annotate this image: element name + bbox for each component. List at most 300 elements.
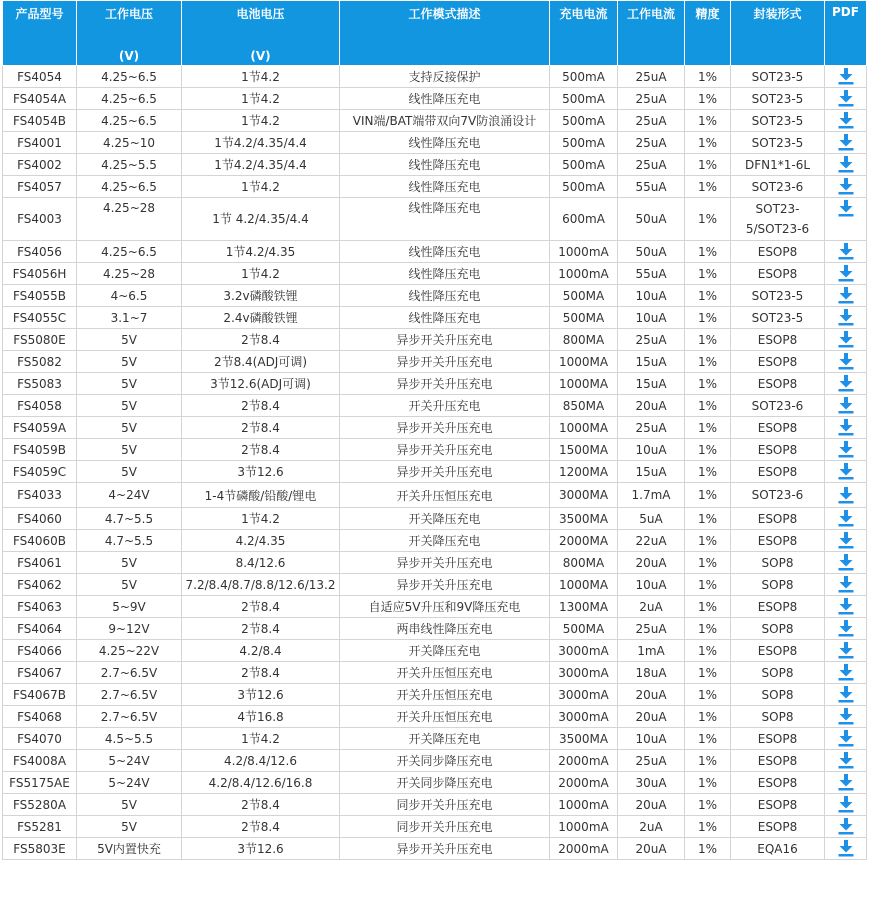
cell-model: FS4060 bbox=[3, 508, 77, 530]
cell-battery-voltage: 2节8.4 bbox=[182, 596, 340, 618]
cell-working-current: 15uA bbox=[618, 461, 685, 483]
cell-package: SOP8 bbox=[731, 706, 825, 728]
cell-working-voltage: 4.5~5.5 bbox=[77, 728, 182, 750]
cell-accuracy: 1% bbox=[685, 329, 731, 351]
cell-accuracy: 1% bbox=[685, 772, 731, 794]
cell-package: SOT23-5 bbox=[731, 66, 825, 88]
cell-package: SOT23-5 bbox=[731, 307, 825, 329]
cell-mode-description: 开关升压恒压充电 bbox=[340, 483, 550, 508]
charger-product-table bbox=[2, 0, 867, 860]
cell-charge-current: 500mA bbox=[550, 88, 618, 110]
cell-mode-description: 异步开关升压充电 bbox=[340, 461, 550, 483]
cell-charge-current: 800MA bbox=[550, 552, 618, 574]
cell-battery-voltage: 3节12.6 bbox=[182, 838, 340, 860]
cell-mode-description: 线性降压充电 bbox=[340, 285, 550, 307]
cell-package: ESOP8 bbox=[731, 329, 825, 351]
cell-charge-current: 1000mA bbox=[550, 263, 618, 285]
cell-package: ESOP8 bbox=[731, 530, 825, 552]
cell-charge-current: 500MA bbox=[550, 307, 618, 329]
cell-model: FS4008A bbox=[3, 750, 77, 772]
table-row bbox=[3, 618, 867, 640]
cell-working-voltage: 4.25~6.5 bbox=[77, 176, 182, 198]
table-row bbox=[3, 198, 867, 241]
cell-working-current: 20uA bbox=[618, 395, 685, 417]
cell-accuracy: 1% bbox=[685, 373, 731, 395]
cell-battery-voltage: 1节4.2/4.35 bbox=[182, 241, 340, 263]
cell-pdf bbox=[825, 794, 867, 816]
cell-package: SOT23-5 bbox=[731, 132, 825, 154]
download-arrow-icon[interactable] bbox=[838, 752, 854, 769]
cell-mode-description: 开关升压充电 bbox=[340, 395, 550, 417]
cell-accuracy: 1% bbox=[685, 596, 731, 618]
cell-charge-current: 1000mA bbox=[550, 794, 618, 816]
header-package bbox=[731, 1, 825, 66]
cell-accuracy: 1% bbox=[685, 552, 731, 574]
cell-package: ESOP8 bbox=[731, 417, 825, 439]
cell-working-current: 25uA bbox=[618, 329, 685, 351]
cell-mode-description: 异步开关升压充电 bbox=[340, 552, 550, 574]
cell-package: SOP8 bbox=[731, 552, 825, 574]
table-row bbox=[3, 461, 867, 483]
cell-model: FS4060B bbox=[3, 530, 77, 552]
cell-mode-description: 两串线性降压充电 bbox=[340, 618, 550, 640]
cell-working-voltage: 5V bbox=[77, 552, 182, 574]
download-arrow-icon[interactable] bbox=[838, 463, 854, 480]
cell-working-voltage: 5V bbox=[77, 395, 182, 417]
cell-pdf bbox=[825, 110, 867, 132]
table-row bbox=[3, 88, 867, 110]
header-working-voltage bbox=[77, 1, 182, 66]
cell-accuracy: 1% bbox=[685, 395, 731, 417]
download-arrow-icon[interactable] bbox=[838, 287, 854, 304]
cell-working-current: 10uA bbox=[618, 439, 685, 461]
cell-battery-voltage: 2节8.4 bbox=[182, 395, 340, 417]
cell-battery-voltage: 2节8.4(ADJ可调) bbox=[182, 351, 340, 373]
cell-working-current: 50uA bbox=[618, 198, 685, 241]
cell-model: FS4059A bbox=[3, 417, 77, 439]
cell-model: FS4068 bbox=[3, 706, 77, 728]
cell-model: FS4067 bbox=[3, 662, 77, 684]
cell-battery-voltage: 7.2/8.4/8.7/8.8/12.6/13.2 bbox=[182, 574, 340, 596]
cell-working-voltage: 4.25~6.5 bbox=[77, 241, 182, 263]
cell-pdf bbox=[825, 351, 867, 373]
cell-model: FS4059C bbox=[3, 461, 77, 483]
header-pdf bbox=[825, 1, 867, 66]
cell-mode-description: 异步开关升压充电 bbox=[340, 417, 550, 439]
cell-battery-voltage: 1节 4.2/4.35/4.4 bbox=[182, 198, 340, 241]
header-unit: (V) bbox=[118, 49, 140, 63]
cell-package: ESOP8 bbox=[731, 728, 825, 750]
cell-pdf bbox=[825, 750, 867, 772]
table-row bbox=[3, 706, 867, 728]
header-label: PDF bbox=[832, 5, 859, 19]
cell-working-current: 55uA bbox=[618, 263, 685, 285]
cell-mode-description: 线性降压充电 bbox=[340, 241, 550, 263]
cell-working-voltage: 4.25~28 bbox=[77, 263, 182, 285]
cell-package: ESOP8 bbox=[731, 461, 825, 483]
cell-package: DFN1*1-6L bbox=[731, 154, 825, 176]
cell-working-voltage: 5~9V bbox=[77, 596, 182, 618]
cell-charge-current: 1000mA bbox=[550, 816, 618, 838]
cell-model: FS4055B bbox=[3, 285, 77, 307]
cell-battery-voltage: 4节16.8 bbox=[182, 706, 340, 728]
header-label: 工作电压 bbox=[104, 7, 153, 21]
cell-mode-description: 异步开关升压充电 bbox=[340, 329, 550, 351]
download-arrow-icon[interactable] bbox=[838, 642, 854, 659]
download-arrow-icon[interactable] bbox=[838, 441, 854, 458]
product-table-container bbox=[2, 0, 866, 860]
download-arrow-icon[interactable] bbox=[838, 112, 854, 129]
cell-battery-voltage: 1节4.2 bbox=[182, 263, 340, 285]
download-arrow-icon[interactable] bbox=[838, 818, 854, 835]
cell-working-current: 10uA bbox=[618, 285, 685, 307]
cell-pdf bbox=[825, 640, 867, 662]
download-arrow-icon[interactable] bbox=[838, 353, 854, 370]
cell-charge-current: 2000mA bbox=[550, 750, 618, 772]
cell-model: FS5803E bbox=[3, 838, 77, 860]
cell-mode-description: 线性降压充电 bbox=[340, 176, 550, 198]
cell-working-current: 20uA bbox=[618, 552, 685, 574]
cell-charge-current: 600mA bbox=[550, 198, 618, 241]
cell-pdf bbox=[825, 461, 867, 483]
cell-charge-current: 1000MA bbox=[550, 351, 618, 373]
cell-package: SOT23-5 bbox=[731, 285, 825, 307]
table-row bbox=[3, 307, 867, 329]
table-row bbox=[3, 439, 867, 461]
download-arrow-icon[interactable] bbox=[838, 796, 854, 813]
table-row bbox=[3, 816, 867, 838]
cell-battery-voltage: 1节4.2 bbox=[182, 110, 340, 132]
cell-working-voltage: 4~6.5 bbox=[77, 285, 182, 307]
cell-package: ESOP8 bbox=[731, 263, 825, 285]
cell-model: FS5083 bbox=[3, 373, 77, 395]
cell-package: ESOP8 bbox=[731, 351, 825, 373]
cell-working-voltage: 4~24V bbox=[77, 483, 182, 508]
cell-package: SOP8 bbox=[731, 662, 825, 684]
cell-package: SOP8 bbox=[731, 618, 825, 640]
cell-accuracy: 1% bbox=[685, 88, 731, 110]
cell-mode-description: 线性降压充电 bbox=[340, 88, 550, 110]
cell-battery-voltage: 8.4/12.6 bbox=[182, 552, 340, 574]
cell-working-current: 15uA bbox=[618, 373, 685, 395]
cell-accuracy: 1% bbox=[685, 263, 731, 285]
cell-working-current: 15uA bbox=[618, 351, 685, 373]
cell-battery-voltage: 1节4.2 bbox=[182, 176, 340, 198]
cell-charge-current: 1000MA bbox=[550, 373, 618, 395]
cell-accuracy: 1% bbox=[685, 574, 731, 596]
download-arrow-icon[interactable] bbox=[838, 620, 854, 637]
cell-mode-description: VIN端/BAT端带双向7V防浪涌设计 bbox=[340, 110, 550, 132]
table-row bbox=[3, 530, 867, 552]
cell-battery-voltage: 1-4节磷酸/铅酸/锂电 bbox=[182, 483, 340, 508]
cell-working-voltage: 5V内置快充 bbox=[77, 838, 182, 860]
table-row bbox=[3, 176, 867, 198]
cell-battery-voltage: 3节12.6 bbox=[182, 684, 340, 706]
cell-pdf bbox=[825, 263, 867, 285]
cell-mode-description: 线性降压充电 bbox=[340, 263, 550, 285]
cell-pdf bbox=[825, 530, 867, 552]
cell-mode-description: 异步开关升压充电 bbox=[340, 373, 550, 395]
cell-accuracy: 1% bbox=[685, 154, 731, 176]
cell-battery-voltage: 3节12.6(ADJ可调) bbox=[182, 373, 340, 395]
download-arrow-icon[interactable] bbox=[838, 840, 854, 857]
table-row bbox=[3, 132, 867, 154]
table-row bbox=[3, 285, 867, 307]
cell-battery-voltage: 1节4.2/4.35/4.4 bbox=[182, 132, 340, 154]
cell-pdf bbox=[825, 816, 867, 838]
cell-battery-voltage: 4.2/8.4 bbox=[182, 640, 340, 662]
cell-model: FS5280A bbox=[3, 794, 77, 816]
cell-working-voltage: 4.25~28 bbox=[77, 198, 182, 241]
cell-mode-description: 开关升压恒压充电 bbox=[340, 684, 550, 706]
header-label: 精度 bbox=[695, 7, 720, 21]
download-arrow-icon[interactable] bbox=[838, 576, 854, 593]
cell-model: FS5281 bbox=[3, 816, 77, 838]
cell-mode-description: 异步开关升压充电 bbox=[340, 439, 550, 461]
header-label: 封装形式 bbox=[753, 7, 802, 21]
cell-working-voltage: 4.25~22V bbox=[77, 640, 182, 662]
cell-battery-voltage: 1节4.2 bbox=[182, 66, 340, 88]
download-arrow-icon[interactable] bbox=[838, 730, 854, 747]
cell-mode-description: 同步开关升压充电 bbox=[340, 816, 550, 838]
cell-pdf bbox=[825, 285, 867, 307]
cell-charge-current: 2000MA bbox=[550, 530, 618, 552]
cell-model: FS5082 bbox=[3, 351, 77, 373]
cell-charge-current: 3000mA bbox=[550, 662, 618, 684]
table-row bbox=[3, 329, 867, 351]
cell-accuracy: 1% bbox=[685, 351, 731, 373]
cell-model: FS4061 bbox=[3, 552, 77, 574]
cell-charge-current: 1500MA bbox=[550, 439, 618, 461]
cell-package: SOT23-5 bbox=[731, 88, 825, 110]
cell-working-voltage: 2.7~6.5V bbox=[77, 684, 182, 706]
cell-working-voltage: 5V bbox=[77, 373, 182, 395]
cell-accuracy: 1% bbox=[685, 508, 731, 530]
cell-model: FS4057 bbox=[3, 176, 77, 198]
download-arrow-icon[interactable] bbox=[838, 134, 854, 151]
cell-working-current: 25uA bbox=[618, 132, 685, 154]
download-arrow-icon[interactable] bbox=[838, 397, 854, 414]
cell-accuracy: 1% bbox=[685, 110, 731, 132]
download-arrow-icon[interactable] bbox=[838, 708, 854, 725]
cell-battery-voltage: 2节8.4 bbox=[182, 329, 340, 351]
cell-working-voltage: 5V bbox=[77, 329, 182, 351]
cell-charge-current: 800MA bbox=[550, 329, 618, 351]
cell-working-current: 25uA bbox=[618, 618, 685, 640]
cell-working-voltage: 5V bbox=[77, 816, 182, 838]
cell-accuracy: 1% bbox=[685, 706, 731, 728]
header-mode-description bbox=[340, 1, 550, 66]
cell-working-voltage: 4.25~10 bbox=[77, 132, 182, 154]
cell-model: FS4066 bbox=[3, 640, 77, 662]
header-label: 工作模式描述 bbox=[408, 7, 481, 21]
download-arrow-icon[interactable] bbox=[838, 598, 854, 615]
cell-mode-description: 线性降压充电 bbox=[340, 198, 550, 241]
download-arrow-icon[interactable] bbox=[838, 510, 854, 527]
cell-battery-voltage: 4.2/8.4/12.6/16.8 bbox=[182, 772, 340, 794]
cell-model: FS4064 bbox=[3, 618, 77, 640]
cell-mode-description: 自适应5V升压和9V降压充电 bbox=[340, 596, 550, 618]
cell-mode-description: 开关同步降压充电 bbox=[340, 772, 550, 794]
cell-pdf bbox=[825, 329, 867, 351]
table-row bbox=[3, 66, 867, 88]
cell-model: FS4070 bbox=[3, 728, 77, 750]
cell-battery-voltage: 2节8.4 bbox=[182, 439, 340, 461]
cell-charge-current: 500mA bbox=[550, 66, 618, 88]
cell-working-current: 20uA bbox=[618, 794, 685, 816]
download-arrow-icon[interactable] bbox=[838, 178, 854, 195]
download-arrow-icon[interactable] bbox=[838, 419, 854, 436]
cell-charge-current: 500MA bbox=[550, 618, 618, 640]
cell-mode-description: 开关降压充电 bbox=[340, 728, 550, 750]
cell-model: FS4063 bbox=[3, 596, 77, 618]
cell-working-current: 18uA bbox=[618, 662, 685, 684]
download-arrow-icon[interactable] bbox=[838, 309, 854, 326]
cell-charge-current: 3000mA bbox=[550, 640, 618, 662]
cell-working-voltage: 4.25~6.5 bbox=[77, 110, 182, 132]
cell-package: SOT23-6 bbox=[731, 483, 825, 508]
cell-package: ESOP8 bbox=[731, 794, 825, 816]
header-label: 电池电压 bbox=[236, 7, 285, 21]
cell-pdf bbox=[825, 373, 867, 395]
cell-pdf bbox=[825, 307, 867, 329]
cell-accuracy: 1% bbox=[685, 618, 731, 640]
cell-battery-voltage: 2.4v磷酸铁锂 bbox=[182, 307, 340, 329]
table-row bbox=[3, 483, 867, 508]
cell-package: ESOP8 bbox=[731, 772, 825, 794]
cell-battery-voltage: 4.2/8.4/12.6 bbox=[182, 750, 340, 772]
cell-model: FS4002 bbox=[3, 154, 77, 176]
download-arrow-icon[interactable] bbox=[838, 375, 854, 392]
table-row bbox=[3, 351, 867, 373]
cell-model: FS4054B bbox=[3, 110, 77, 132]
cell-package: ESOP8 bbox=[731, 640, 825, 662]
cell-package: SOP8 bbox=[731, 574, 825, 596]
cell-pdf bbox=[825, 439, 867, 461]
cell-working-voltage: 5V bbox=[77, 417, 182, 439]
cell-pdf bbox=[825, 241, 867, 263]
cell-working-voltage: 2.7~6.5V bbox=[77, 706, 182, 728]
cell-mode-description: 开关降压充电 bbox=[340, 508, 550, 530]
cell-accuracy: 1% bbox=[685, 794, 731, 816]
cell-accuracy: 1% bbox=[685, 176, 731, 198]
cell-package: ESOP8 bbox=[731, 750, 825, 772]
cell-working-current: 10uA bbox=[618, 307, 685, 329]
download-arrow-icon[interactable] bbox=[838, 331, 854, 348]
cell-charge-current: 1300MA bbox=[550, 596, 618, 618]
table-row bbox=[3, 640, 867, 662]
cell-model: FS4058 bbox=[3, 395, 77, 417]
cell-working-current: 22uA bbox=[618, 530, 685, 552]
download-arrow-icon[interactable] bbox=[838, 90, 854, 107]
cell-working-current: 10uA bbox=[618, 574, 685, 596]
cell-package: ESOP8 bbox=[731, 596, 825, 618]
cell-pdf bbox=[825, 198, 867, 241]
table-row bbox=[3, 373, 867, 395]
download-arrow-icon[interactable] bbox=[838, 156, 854, 173]
cell-working-current: 25uA bbox=[618, 417, 685, 439]
table-row bbox=[3, 750, 867, 772]
cell-package: EQA16 bbox=[731, 838, 825, 860]
cell-battery-voltage: 2节8.4 bbox=[182, 816, 340, 838]
cell-working-voltage: 4.25~5.5 bbox=[77, 154, 182, 176]
cell-working-current: 1.7mA bbox=[618, 483, 685, 508]
cell-charge-current: 1000MA bbox=[550, 417, 618, 439]
cell-mode-description: 开关降压充电 bbox=[340, 530, 550, 552]
cell-charge-current: 500mA bbox=[550, 154, 618, 176]
header-charge-current bbox=[550, 1, 618, 66]
cell-accuracy: 1% bbox=[685, 198, 731, 241]
cell-accuracy: 1% bbox=[685, 816, 731, 838]
download-arrow-icon[interactable] bbox=[838, 68, 854, 85]
cell-battery-voltage: 3.2v磷酸铁锂 bbox=[182, 285, 340, 307]
download-arrow-icon[interactable] bbox=[838, 200, 854, 217]
cell-pdf bbox=[825, 176, 867, 198]
cell-accuracy: 1% bbox=[685, 285, 731, 307]
cell-charge-current: 3500MA bbox=[550, 728, 618, 750]
cell-accuracy: 1% bbox=[685, 750, 731, 772]
download-arrow-icon[interactable] bbox=[838, 664, 854, 681]
download-arrow-icon[interactable] bbox=[838, 243, 854, 260]
cell-working-current: 25uA bbox=[618, 66, 685, 88]
download-arrow-icon[interactable] bbox=[838, 554, 854, 571]
cell-model: FS4067B bbox=[3, 684, 77, 706]
cell-pdf bbox=[825, 508, 867, 530]
cell-charge-current: 3000MA bbox=[550, 483, 618, 508]
cell-pdf bbox=[825, 838, 867, 860]
header-unit: (V) bbox=[250, 49, 271, 63]
cell-model: FS4056H bbox=[3, 263, 77, 285]
cell-mode-description: 开关升压恒压充电 bbox=[340, 662, 550, 684]
cell-working-voltage: 5~24V bbox=[77, 772, 182, 794]
cell-battery-voltage: 3节12.6 bbox=[182, 461, 340, 483]
cell-charge-current: 500mA bbox=[550, 176, 618, 198]
cell-accuracy: 1% bbox=[685, 728, 731, 750]
table-row bbox=[3, 728, 867, 750]
cell-mode-description: 线性降压充电 bbox=[340, 307, 550, 329]
download-arrow-icon[interactable] bbox=[838, 686, 854, 703]
cell-working-voltage: 5V bbox=[77, 574, 182, 596]
cell-model: FS4033 bbox=[3, 483, 77, 508]
cell-working-current: 2uA bbox=[618, 816, 685, 838]
cell-pdf bbox=[825, 684, 867, 706]
cell-battery-voltage: 1节4.2/4.35/4.4 bbox=[182, 154, 340, 176]
cell-charge-current: 2000mA bbox=[550, 772, 618, 794]
cell-working-current: 20uA bbox=[618, 684, 685, 706]
cell-working-voltage: 9~12V bbox=[77, 618, 182, 640]
cell-mode-description: 支持反接保护 bbox=[340, 66, 550, 88]
cell-package: ESOP8 bbox=[731, 439, 825, 461]
cell-mode-description: 开关降压充电 bbox=[340, 640, 550, 662]
cell-accuracy: 1% bbox=[685, 838, 731, 860]
download-arrow-icon[interactable] bbox=[838, 774, 854, 791]
header-label: 产品型号 bbox=[15, 7, 64, 21]
table-row bbox=[3, 772, 867, 794]
cell-pdf bbox=[825, 395, 867, 417]
cell-working-voltage: 4.25~6.5 bbox=[77, 88, 182, 110]
table-row bbox=[3, 508, 867, 530]
table-row bbox=[3, 684, 867, 706]
cell-package: ESOP8 bbox=[731, 508, 825, 530]
download-arrow-icon[interactable] bbox=[838, 487, 854, 504]
download-arrow-icon[interactable] bbox=[838, 532, 854, 549]
cell-mode-description: 异步开关升压充电 bbox=[340, 574, 550, 596]
download-arrow-icon[interactable] bbox=[838, 265, 854, 282]
cell-charge-current: 500mA bbox=[550, 110, 618, 132]
cell-mode-description: 线性降压充电 bbox=[340, 132, 550, 154]
cell-accuracy: 1% bbox=[685, 439, 731, 461]
cell-working-voltage: 2.7~6.5V bbox=[77, 662, 182, 684]
